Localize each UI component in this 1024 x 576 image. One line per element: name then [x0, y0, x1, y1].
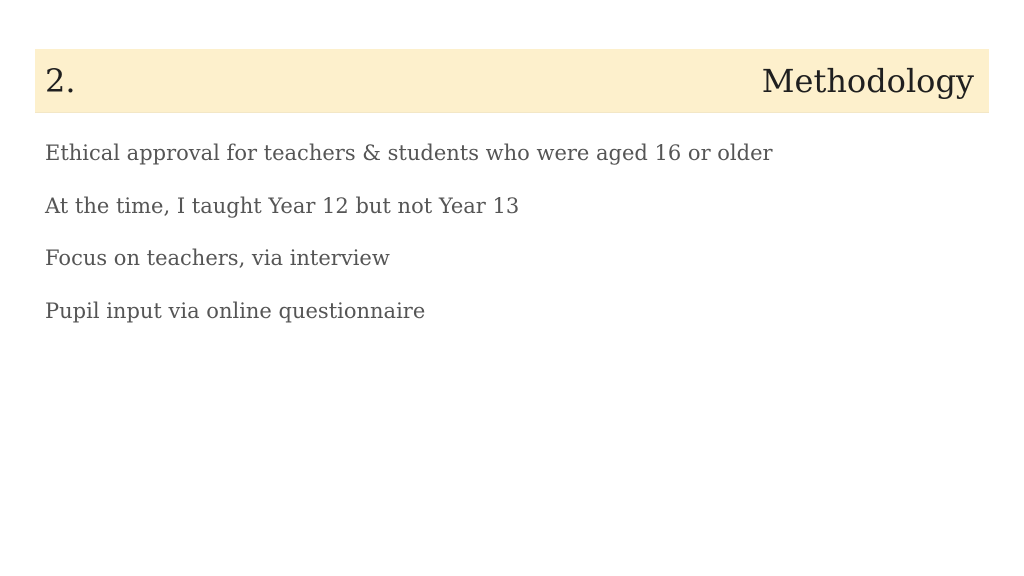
bullet-list: [45, 140, 773, 350]
title-bar: [35, 49, 989, 113]
bullet-item-pupil-input: Pupil input via online questionnaire: [45, 298, 426, 323]
bullet-item-ethical-approval: Ethical approval for teachers & students who were aged 16 or older: [45, 141, 773, 165]
section-title: Methodology: [761, 62, 974, 100]
bullet-item-year-taught: At the time, I taught Year 12 but not Year 13: [45, 193, 520, 218]
section-number: 2.: [45, 62, 76, 100]
bullet-item-teacher-focus: Focus on teachers, via interview: [45, 246, 390, 270]
